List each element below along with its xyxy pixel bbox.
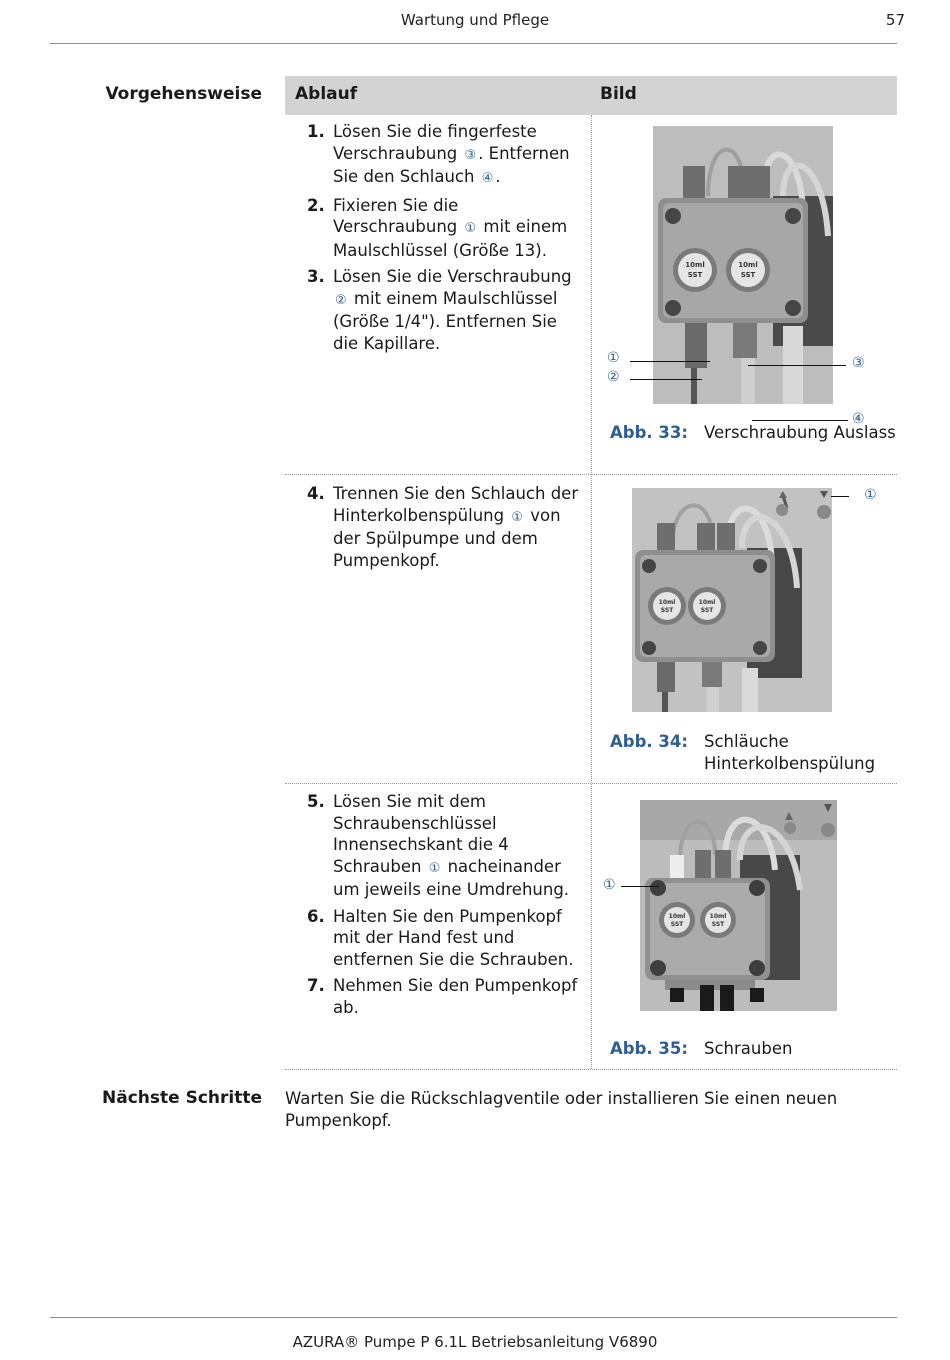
callout-1: ①	[607, 350, 620, 366]
row-separator	[285, 783, 897, 784]
next-steps-label: Nächste Schritte	[102, 1088, 262, 1108]
step-item	[300, 195, 585, 262]
step-text: von der Spülpumpe und dem Pumpenkopf.	[333, 505, 561, 570]
caption-text: Verschraubung Auslass	[704, 423, 896, 442]
callout-2: ②	[607, 369, 620, 385]
photo-label-sst: SST	[670, 921, 684, 928]
callout-4: ④	[852, 411, 865, 427]
step-text: Nehmen Sie den Pumpenkopf ab.	[333, 976, 578, 1017]
photo-label-sst: SST	[740, 271, 756, 279]
step-item	[300, 906, 585, 971]
step-text: mit einem Maulschlüssel (Größe 13).	[333, 217, 568, 260]
step-text: Fixieren Sie die Verschraubung	[333, 195, 463, 236]
photo-label-10ml: 10ml	[658, 599, 676, 606]
photo-label-10ml: 10ml	[698, 599, 716, 606]
next-steps-text: Warten Sie die Rückschlagventile oder installieren Sie einen neuen Pumpenkopf.	[285, 1089, 838, 1130]
step-text: Lösen Sie die Verschraubung	[333, 267, 572, 286]
photo-label-10ml: 10ml	[668, 913, 686, 920]
photo-label-sst: SST	[660, 607, 674, 614]
step-text: Lösen Sie mit dem Schraubenschlüssel Innensechskant die 4 Schrauben	[333, 792, 509, 876]
step-number: 4.	[307, 484, 325, 503]
leader-line	[630, 379, 702, 380]
leader-line	[621, 886, 659, 887]
callout-marker: ④	[481, 171, 494, 186]
leader-line	[748, 365, 846, 366]
callout-marker: ②	[335, 292, 347, 308]
photo-label-sst: SST	[700, 607, 714, 614]
pump-head-photo-outlet	[653, 126, 833, 404]
step-number: 1.	[307, 122, 325, 141]
step-number: 2.	[307, 195, 325, 215]
footer-rule	[50, 1317, 897, 1318]
pump-head-photo-flush-tubes	[632, 488, 832, 712]
step-list-2	[300, 483, 585, 576]
callout-1: ①	[864, 487, 877, 503]
photo-label-10ml: 10ml	[685, 261, 705, 269]
callout-1: ①	[603, 877, 616, 893]
leader-line	[630, 361, 710, 362]
photo-label-sst: SST	[711, 921, 725, 928]
step-number: 5.	[307, 792, 325, 811]
leader-line	[831, 496, 849, 497]
step-text: Halten Sie den Pumpenkopf mit der Hand fest und entfernen Sie die Schrauben.	[333, 906, 574, 969]
callout-marker: ①	[464, 221, 477, 236]
callout-marker: ③	[464, 147, 477, 163]
step-number: 3.	[307, 267, 325, 286]
photo-label-10ml: 10ml	[709, 913, 727, 920]
photo-label-10ml: 10ml	[738, 261, 758, 269]
header-rule	[50, 43, 897, 44]
column-header-bild: Bild	[600, 84, 637, 104]
step-text: .	[495, 167, 501, 186]
caption-number: Abb. 34:	[610, 732, 688, 751]
page-number: 57	[885, 11, 905, 29]
callout-marker: ①	[428, 860, 441, 876]
step-text: mit einem Maulschlüssel (Größe 1/4"). Entfernen Sie die Kapillare.	[333, 288, 558, 353]
caption-number: Abb. 33:	[610, 423, 688, 442]
photo-label-sst: SST	[687, 271, 703, 279]
leader-line	[752, 420, 848, 421]
caption-text: Schrauben	[704, 1039, 793, 1058]
step-item	[300, 121, 585, 190]
running-header: Wartung und Pflege	[400, 11, 550, 29]
step-text: Trennen Sie den Schlauch der Hinterkolbenspülung	[333, 484, 579, 525]
column-separator	[591, 115, 592, 1069]
step-list-3	[300, 791, 585, 1023]
row-separator	[285, 474, 897, 475]
step-item	[300, 266, 585, 354]
column-header-ablauf: Ablauf	[295, 84, 358, 104]
step-item	[300, 791, 585, 901]
caption-number: Abb. 35:	[610, 1039, 688, 1058]
step-text: . Entfernen Sie den Schlauch	[333, 143, 570, 186]
step-list-1	[300, 121, 585, 359]
section-label: Vorgehensweise	[105, 84, 262, 104]
step-number: 6.	[307, 906, 325, 926]
step-item	[300, 975, 585, 1018]
running-footer: AZURA® Pumpe P 6.1L Betriebsanleitung V6890	[292, 1333, 658, 1351]
caption-text: Schläuche Hinterkolbenspülung	[704, 732, 876, 773]
step-item	[300, 483, 585, 571]
table-header	[285, 76, 897, 115]
step-text: Lösen Sie die fingerfeste Verschraubung	[333, 122, 537, 163]
callout-3: ③	[852, 355, 865, 371]
step-text: nacheinander um jeweils eine Umdrehung.	[333, 856, 570, 899]
pump-head-photo-screws	[640, 800, 837, 1011]
callout-marker: ①	[511, 509, 523, 525]
row-separator	[285, 1069, 897, 1070]
step-number: 7.	[307, 976, 325, 995]
